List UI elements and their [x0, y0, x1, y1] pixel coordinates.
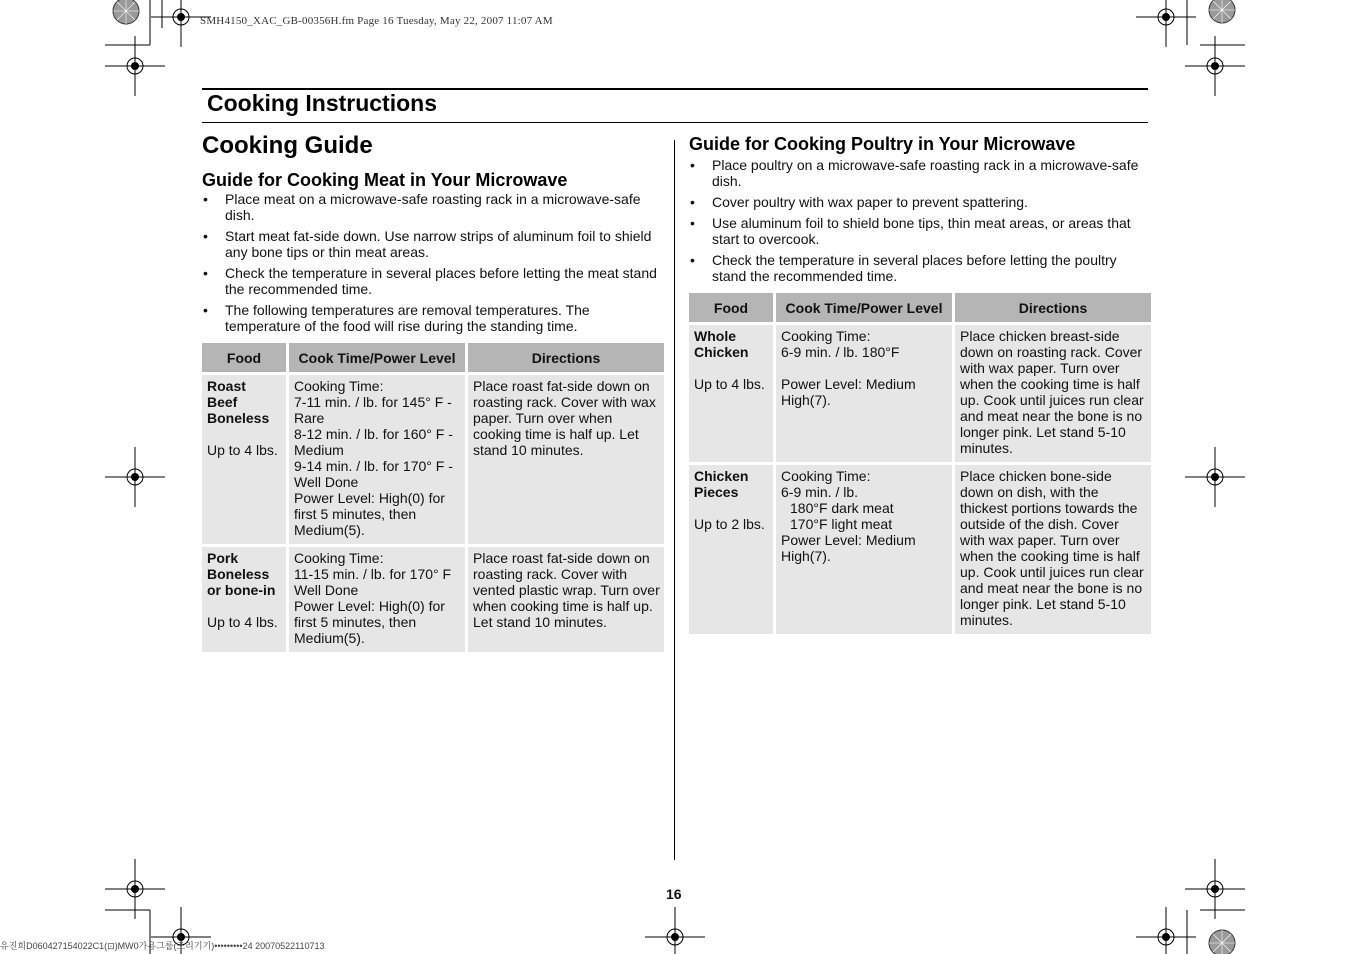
- cook-time-cell: Cooking Time: 11-15 min. / lb. for 170° F Well Done Power Level: High(0) for first 5 minutes, then Medium(5).: [289, 547, 465, 652]
- cook-time-cell: Cooking Time: 6-9 min. / lb. 180°F dark meat 170°F light meat Power Level: Medium High(7).: [776, 465, 952, 634]
- food-cell: Roast Beef Boneless Up to 4 lbs.: [202, 375, 286, 544]
- list-item: • Check the temperature in several places before letting the poultry stand the recommended time.: [690, 252, 1117, 284]
- food-cell: Whole Chicken Up to 4 lbs.: [689, 325, 773, 462]
- cook-time-cell: Cooking Time: 6-9 min. / lb. 180°F Power Level: Medium High(7).: [776, 325, 952, 462]
- poultry-table: [686, 290, 1154, 637]
- list-item: • Place poultry on a microwave-safe roasting rack in a microwave-safe dish.: [690, 157, 1139, 189]
- column-header-directions: Directions: [468, 343, 664, 372]
- meat-guide-column: [202, 132, 664, 655]
- header-rule-lower: [202, 122, 1148, 123]
- column-header-directions: Directions: [955, 293, 1151, 322]
- table-header-row: [202, 343, 664, 372]
- poultry-guide-title: Guide for Cooking Poultry in Your Microwave: [689, 134, 1076, 154]
- food-cell: Chicken Pieces Up to 2 lbs.: [689, 465, 773, 634]
- meat-guide-title: Guide for Cooking Meat in Your Microwave: [202, 170, 568, 190]
- table-header-row: [689, 293, 1151, 322]
- table-row: [202, 375, 664, 544]
- directions-cell: Place roast fat-side down on roasting rack. Cover with vented plastic wrap. Turn over when cooking time is half up. Let stand 10 minutes.: [468, 547, 664, 652]
- meat-bullet-list: [202, 191, 664, 334]
- table-row: [689, 465, 1151, 634]
- table-row: [689, 325, 1151, 462]
- column-divider: [674, 140, 675, 860]
- directions-cell: Place roast fat-side down on roasting rack. Cover with wax paper. Turn over when cooking time is half up. Let stand 10 minutes.: [468, 375, 664, 544]
- list-item: • Check the temperature in several places before letting the meat stand the recommended time.: [203, 265, 657, 297]
- cook-time-cell: Cooking Time: 7-11 min. / lb. for 145° F - Rare 8-12 min. / lb. for 160° F - Medium 9-14 min. / lb. for 170° F - Well Done Power Level: High(0) for first 5 minutes, then Medium(5).: [289, 375, 465, 544]
- list-item: • Start meat fat-side down. Use narrow strips of aluminum foil to shield any bone tips or thin meat areas.: [203, 228, 652, 260]
- poultry-guide-column: [689, 134, 1151, 637]
- column-header-food: Food: [689, 293, 773, 322]
- column-header-cook-time: Cook Time/Power Level: [289, 343, 465, 372]
- meat-table: [199, 340, 667, 655]
- list-item: • The following temperatures are removal temperatures. The temperature of the food will rise during the standing time.: [203, 302, 590, 334]
- directions-cell: Place chicken bone-side down on dish, with the thickest portions towards the outside of the dish. Cover with wax paper. Turn over when the cooking time is half up. Cook until juices run clear and meat near the bone is no longer pink. Let stand 5-10 minutes.: [955, 465, 1151, 634]
- directions-cell: Place chicken breast-side down on roasting rack. Cover with wax paper. Turn over when the cooking time is half up. Cook until juices run clear and meat near the bone is no longer pink. Let stand 5-10 minutes.: [955, 325, 1151, 462]
- column-header-food: Food: [202, 343, 286, 372]
- poultry-bullet-list: [689, 157, 1151, 284]
- list-item: • Place meat on a microwave-safe roasting rack in a microwave-safe dish.: [203, 191, 641, 223]
- guide-title: Cooking Guide: [202, 132, 373, 159]
- print-header: SMH4150_XAC_GB-00356H.fm Page 16 Tuesday, May 22, 2007 11:07 AM: [200, 15, 553, 27]
- list-item: • Cover poultry with wax paper to prevent spattering.: [690, 194, 1028, 210]
- section-title: Cooking Instructions: [207, 90, 437, 116]
- list-item: • Use aluminum foil to shield bone tips, thin meat areas, or areas that start to overcook.: [690, 215, 1131, 247]
- table-row: [202, 547, 664, 652]
- column-header-cook-time: Cook Time/Power Level: [776, 293, 952, 322]
- page-number: 16: [666, 886, 682, 902]
- food-cell: Pork Boneless or bone-in Up to 4 lbs.: [202, 547, 286, 652]
- print-footer: 유진희D060427154022C1(⊡)MW0가용그룹(조리기기)•••••••••24 20070522110713: [0, 941, 325, 951]
